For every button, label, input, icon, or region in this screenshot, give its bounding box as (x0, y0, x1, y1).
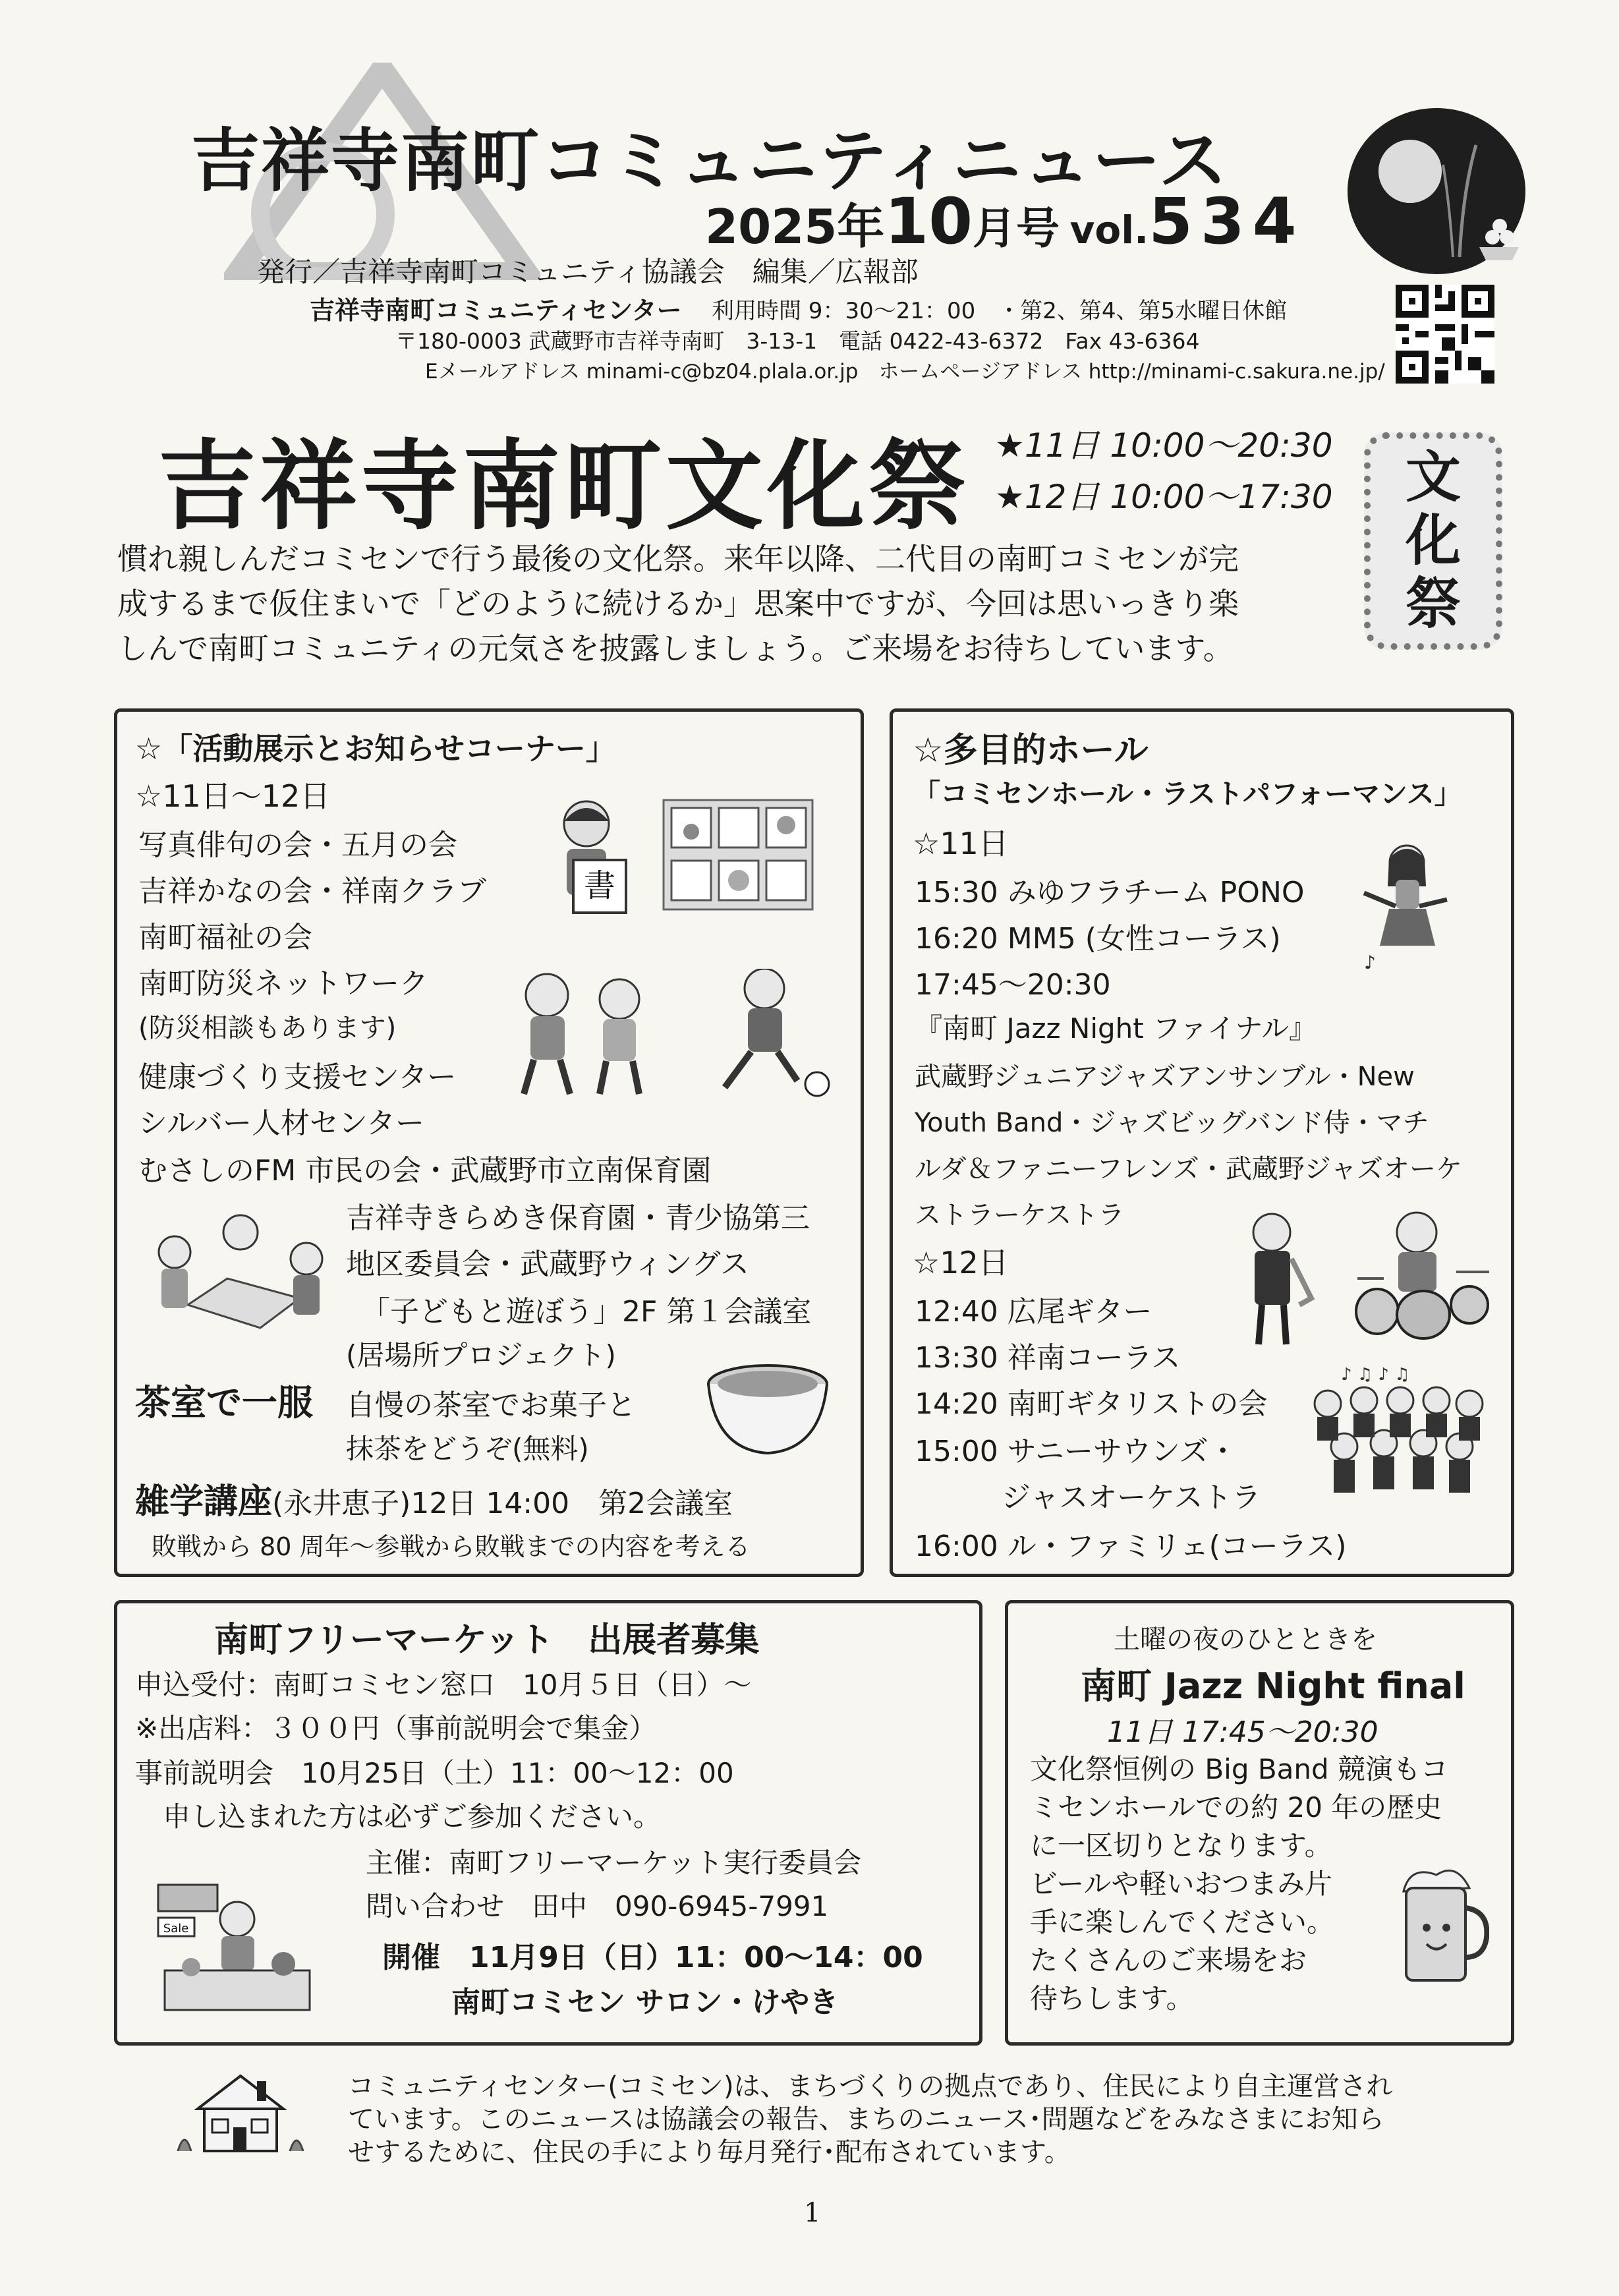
hall-line-11-2: 16:20 MM5 (女性コーラス) (915, 922, 1281, 956)
address-line: 〒180-0003 武蔵野市吉祥寺南町 3-13-1 電話 0422-43-6372 Fax 43-6364 (395, 328, 1200, 354)
vol-number: 534 (1149, 185, 1305, 258)
festival-intro-1: 慣れ親しんだコミセンで行う最後の文化祭。来年以降、二代目の南町コミセンが完 (117, 541, 1239, 577)
hall-line-11-3: 17:45～20:30 (915, 968, 1111, 1002)
board-game-illustration (148, 1206, 333, 1331)
newsletter-title: 吉祥寺南町コミュニティニュース (191, 121, 1229, 201)
flea-line-1: 申込受付：南町コミセン窓口 10月５日（日）～ (135, 1669, 752, 1701)
choir-illustration (1301, 1364, 1486, 1503)
hall-line-12-5: ジャスオーケストラ (915, 1481, 1261, 1514)
jazz-body-6: たくさんのご来場をお (1030, 1944, 1307, 1976)
exhibit-item-7: シルバー人材センター (138, 1106, 425, 1140)
center-name: 吉祥寺南町コミュニティセンター (310, 296, 682, 325)
flea-line-2: ※出店料：３００円（事前説明会で集金） (135, 1712, 657, 1744)
exhibit-item-10: 地区委員会・武蔵野ウィングス (346, 1248, 750, 1281)
hall-line-11-5: 武蔵野ジュニアジャズアンサンブル・New (915, 1062, 1415, 1092)
tea-label: 茶室で一服 (135, 1382, 313, 1423)
exhibit-item-3: 南町福祉の会 (138, 921, 312, 954)
lecture-detail: (永井恵子)12日 14:00 第2会議室 (272, 1487, 733, 1520)
tea-bowl-illustration (702, 1358, 834, 1463)
flea-date: 開催 11月9日（日）11：00～14：00 (382, 1941, 923, 1974)
moon-viewing-illustration (1344, 105, 1529, 277)
email-web-line: Eメールアドレス minami-c@bz04.plala.or.jp ホームページアドレス http://minami-c.sakura.ne.jp/ (425, 360, 1385, 384)
jazz-title: 南町 Jazz Night final (1081, 1665, 1465, 1707)
footer-line-1: コミュニティセンター(コミセン)は、まちづくりの拠点であり、住民により自主運営され (348, 2071, 1393, 2102)
exhibit-item-12: (居場所プロジェクト) (346, 1339, 616, 1371)
flea-line-4: 申し込まれた方は必ずご参加ください。 (135, 1800, 662, 1833)
flea-contact[interactable]: 問い合わせ 田中 090-6945-7991 (366, 1890, 829, 1922)
exhibit-item-6: 健康づくり支援センター (138, 1060, 457, 1094)
beer-mug-illustration (1390, 1858, 1489, 1990)
children-playing-illustration (507, 969, 837, 1101)
footer-line-3: せするために、住民の手により毎月発行･配布されています。 (348, 2137, 1071, 2167)
flea-market-stall-illustration (152, 1872, 316, 2017)
festival-date-12: ★12日 10:00～17:30 (995, 478, 1333, 516)
hall-day-11: ☆11日 (913, 826, 1009, 861)
jazz-tagline: 土曜の夜のひとときを (1114, 1624, 1377, 1655)
hall-line-12-1: 12:40 広尾ギター (915, 1295, 1152, 1329)
hall-line-11-7: ルダ＆ファニーフレンズ・武蔵野ジャズオーケ (915, 1154, 1462, 1184)
tea-line-1: 自慢の茶室でお菓子と (346, 1389, 636, 1422)
jazz-body-2: ミセンホールでの約 20 年の歴史 (1030, 1791, 1442, 1823)
community-center-house-illustration (171, 2069, 310, 2155)
hours-line: 利用時間 9：30～21：00 ・第2、第4、第5水曜日休館 (712, 298, 1288, 324)
jazz-body-5: 手に楽しんでください。 (1030, 1906, 1335, 1938)
sale-tag: Sale (163, 1922, 189, 1936)
hall-heading: ☆多目的ホール (913, 731, 1149, 770)
flea-venue: 南町コミセン サロン・けやき (451, 1986, 839, 2019)
publisher-line: 発行／吉祥寺南町コミュニティ協議会 編集／広報部 (257, 256, 919, 288)
page-number: 1 (804, 2198, 821, 2228)
svg-text:♪: ♪ (1364, 952, 1376, 972)
hall-line-11-1: 15:30 みゆフラチーム PONO (915, 876, 1305, 909)
jazz-body-7: 待ちします。 (1030, 1982, 1194, 2015)
hall-subtitle: 「コミセンホール・ラストパフォーマンス」 (913, 778, 1462, 810)
exhibit-photos-illustration (662, 799, 814, 911)
jazz-body-1: 文化祭恒例の Big Band 競演もコ (1030, 1753, 1449, 1785)
hall-day-12: ☆12日 (913, 1245, 1009, 1280)
flea-heading: 南町フリーマーケット 出展者募集 (214, 1621, 760, 1660)
hall-line-12-2: 13:30 祥南コーラス (915, 1341, 1181, 1375)
hall-line-12-3: 14:20 南町ギタリストの会 (915, 1387, 1268, 1421)
lecture-desc: 敗戦から 80 周年～参戦から敗戦までの内容を考える (152, 1532, 751, 1561)
exhibit-item-8: むさしのFM 市民の会・武蔵野市立南保育園 (138, 1154, 712, 1188)
issue-line (705, 185, 1305, 258)
flea-line-3: 事前説明会 10月25日（土）11：00～12：00 (135, 1757, 734, 1789)
badge-char-3: 祭 (1405, 571, 1461, 636)
hall-line-12-4: 15:00 サニーサウンズ・ (915, 1435, 1237, 1468)
svg-text:♪ ♫ ♪ ♫: ♪ ♫ ♪ ♫ (1341, 1365, 1410, 1385)
exhibit-item-5: (防災相談もあります) (138, 1013, 397, 1043)
lecture-line (135, 1474, 733, 1523)
exhibit-item-2: 吉祥かなの会・祥南クラブ (138, 875, 486, 908)
jazz-band-illustration (1226, 1206, 1502, 1351)
lecture-label: 雑学講座 (135, 1482, 273, 1522)
jazz-body-3: に一区切りとなります。 (1030, 1829, 1332, 1862)
vol-label: vol. (1069, 208, 1149, 252)
festival-date-11: ★11日 10:00～20:30 (995, 426, 1333, 465)
hall-line-11-4: 『南町 Jazz Night ファイナル』 (915, 1012, 1317, 1045)
exhibit-item-11: 「子どもと遊ぼう」2F 第１会議室 (361, 1295, 812, 1329)
footer-line-2: ています。このニュースは協議会の報告、まちのニュース･問題などをみなさまにお知ら (348, 2104, 1384, 2135)
issue-month: 10 (884, 185, 973, 258)
hall-line-12-6: 16:00 ル・ファミリェ(コーラス) (915, 1530, 1347, 1563)
festival-title: 吉祥寺南町文化祭 (158, 430, 970, 543)
calligraphy-char: 書 (583, 867, 616, 904)
qr-code[interactable] (1396, 285, 1494, 384)
festival-intro-3: しんで南町コミュニティの元気さを披露しましょう。ご来場をお待ちしています。 (117, 631, 1234, 666)
exhibit-item-4: 南町防災ネットワーク (138, 967, 428, 1000)
festival-badge (1364, 432, 1502, 650)
badge-char-1: 文 (1405, 445, 1461, 509)
exhibit-item-1: 写真俳句の会・五月の会 (138, 828, 457, 862)
tea-line-2: 抹茶をどうぞ(無料) (346, 1433, 589, 1465)
exhibits-dates: ☆11日～12日 (135, 778, 331, 814)
flea-organizer: 主催：南町フリーマーケット実行委員会 (366, 1847, 862, 1879)
exhibit-item-9: 吉祥寺きらめき保育園・青少協第三 (346, 1201, 810, 1235)
hall-line-11-6: Youth Band・ジャズビッグバンド侍・マチ (915, 1108, 1429, 1138)
hall-line-11-8: ストラーケストラ (915, 1200, 1125, 1230)
festival-intro-2: 成するまで仮住まいで「どのように続けるか」思案中ですが、今回は思いっきり楽 (117, 586, 1239, 621)
jazz-body-4: ビールや軽いおつまみ片 (1030, 1868, 1333, 1900)
exhibits-heading: ☆「活動展示とお知らせコーナー」 (135, 731, 616, 766)
issue-month-suffix: 月号 (973, 203, 1060, 254)
jazz-time: 11日 17:45～20:30 (1107, 1715, 1378, 1749)
calligraphy-child-illustration (547, 797, 633, 916)
hula-dancer-illustration (1357, 840, 1450, 972)
issue-year: 2025年 (705, 199, 885, 254)
badge-char-2: 化 (1405, 508, 1461, 573)
